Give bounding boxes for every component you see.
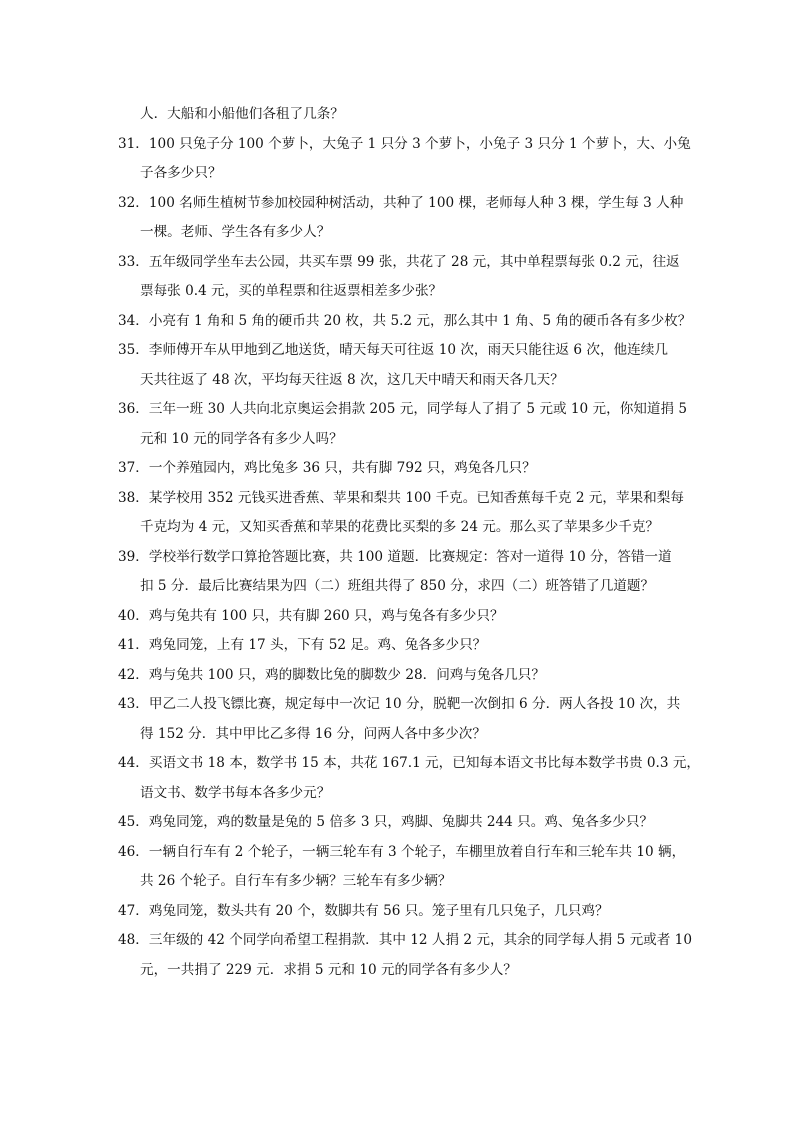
problem-text: 得 152 分．其中甲比乙多得 16 分，问两人各中多少次？ (140, 725, 486, 742)
problem-text: 元和 10 元的同学各有多少人吗？ (140, 430, 343, 447)
problem-line (118, 779, 688, 809)
problem-text: 一个养殖园内，鸡比兔多 36 只，共有脚 792 只，鸡兔各几只？ (148, 460, 536, 476)
problem-number: 41． (118, 637, 149, 653)
problem-line (118, 838, 688, 868)
problem-number: 35． (118, 342, 149, 358)
problem-number: 37． (118, 460, 149, 476)
problem-line (118, 189, 688, 219)
problem-line (118, 366, 688, 396)
problem-number: 44． (118, 755, 149, 771)
problem-line (118, 602, 688, 632)
problem-number: 45． (118, 814, 149, 830)
problem-text: 子各多少只？ (140, 165, 222, 181)
problem-line (118, 307, 692, 337)
problem-line (118, 956, 688, 986)
problem-line (118, 513, 688, 543)
problem-line (118, 454, 688, 484)
problem-number: 38． (118, 489, 149, 506)
problem-line (118, 749, 701, 779)
problem-text: 鸡与兔共 100 只，鸡的脚数比兔的脚数少 28．问鸡与兔各几只？ (148, 666, 545, 683)
problem-number: 33． (118, 253, 149, 270)
problem-line (118, 808, 688, 838)
problem-line (118, 395, 688, 425)
problem-line (118, 631, 688, 661)
problem-text: 扣 5 分．最后比赛结果为四（二）班组共得了 850 分，求四（二）班答错了几道题？ (140, 578, 655, 594)
problem-number: 36． (118, 401, 149, 417)
problem-line (118, 690, 688, 720)
problem-number: 43． (118, 696, 149, 712)
problem-line (118, 543, 688, 573)
problem-line (118, 867, 688, 897)
problem-number: 48． (118, 932, 149, 948)
problem-text: 鸡兔同笼，上有 17 头，下有 52 足。鸡、兔各多少只？ (148, 637, 487, 653)
problem-line (118, 130, 691, 160)
problem-text: 三年一班 30 人共向北京奥运会捐款 205 元，同学每人了捐了 5 元或 10 元，你知道捐 5 (148, 401, 688, 417)
problem-line (118, 926, 692, 956)
problem-number: 40． (118, 607, 149, 624)
problem-number: 47． (118, 902, 149, 919)
problem-line (118, 218, 688, 248)
problem-text: 小亮有 1 角和 5 角的硬币共 20 枚，共 5.2 元，那么其中 1 角、5 角的硬币各有多少枚？ (148, 312, 692, 329)
problem-text: 某学校用 352 元钱买进香蕉、苹果和梨共 100 千克。已知香蕉每千克 2 元，苹果和梨每 (148, 489, 684, 506)
problem-line (118, 425, 688, 455)
problem-text: 天共往返了 48 次，平均每天往返 8 次，这几天中晴天和雨天各几天？ (140, 371, 564, 388)
problem-text: 元，一共捐了 229 元．求捐 5 元和 10 元的同学各有多少人？ (140, 961, 517, 978)
problem-text: 五年级同学坐车去公园，共买车票 99 张，共花了 28 元，其中单程票每张 0.2 元，往返 (148, 253, 680, 270)
problem-line (118, 100, 688, 130)
problem-list (118, 100, 701, 985)
problem-line (118, 897, 688, 927)
problem-number: 34． (118, 312, 149, 329)
problem-text: 票每张 0.4 元，买的单程票和往返票相差多少张？ (140, 283, 443, 299)
problem-number: 42． (118, 666, 149, 683)
problem-line (118, 248, 688, 278)
problem-text: 100 名师生植树节参加校园种树活动，共种了 100 棵，老师每人种 3 棵，学生每 3 人种 (148, 194, 684, 211)
problem-text: 共 26 个轮子。自行车有多少辆？三轮车有多少辆？ (140, 873, 452, 889)
problem-line (118, 484, 688, 514)
problem-text: 人．大船和小船他们各租了几条？ (140, 106, 344, 122)
problem-number: 31． (118, 135, 149, 152)
problem-line (118, 572, 688, 602)
problem-text: 一棵。老师、学生各有多少人？ (140, 224, 331, 240)
problem-text: 买语文书 18 本，数学书 15 本，共花 167.1 元，已知每本语文书比每本数学书贵 0.3 元， (148, 755, 701, 771)
problem-text: 甲乙二人投飞镖比赛，规定每中一次记 10 分，脱靶一次倒扣 6 分．两人各投 10 次，共 (148, 696, 681, 712)
problem-text: 鸡兔同笼，数头共有 20 个，数脚共有 56 只。笼子里有几只兔子，几只鸡？ (148, 902, 609, 919)
problem-text: 100 只兔子分 100 个萝卜，大兔子 1 只分 3 个萝卜，小兔子 3 只分 1 个萝卜，大、小兔 (148, 135, 691, 152)
problem-text: 李师傅开车从甲地到乙地送货，晴天每天可往返 10 次，雨天只能往返 6 次，他连续几 (148, 342, 668, 358)
problem-text: 鸡与兔共有 100 只，共有脚 260 只，鸡与兔各有多少只？ (148, 607, 504, 624)
problem-number: 32． (118, 194, 149, 211)
problem-text: 语文书、数学书每本各多少元？ (140, 784, 331, 801)
problem-line (118, 336, 688, 366)
problem-text: 千克均为 4 元，又知买香蕉和苹果的花费比买梨的多 24 元。那么买了苹果多少千克？ (140, 519, 660, 535)
problem-line (118, 720, 688, 750)
problem-line (118, 277, 688, 307)
problem-text: 一辆自行车有 2 个轮子，一辆三轮车有 3 个轮子，车棚里放着自行车和三轮车共 10 辆， (148, 843, 686, 860)
problem-number: 39． (118, 548, 149, 565)
problem-text: 三年级的 42 个同学向希望工程捐款．其中 12 人捐 2 元，其余的同学每人捐 5 元或者 10 (148, 932, 692, 948)
problem-line (118, 661, 688, 691)
problem-line (118, 159, 688, 189)
problem-text: 鸡兔同笼，鸡的数量是兔的 5 倍多 3 只，鸡脚、兔脚共 244 只。鸡、兔各多少只？ (148, 814, 654, 830)
problem-text: 学校举行数学口算抢答题比赛，共 100 道题．比赛规定：答对一道得 10 分，答错一道 (148, 548, 672, 565)
problem-number: 46． (118, 843, 149, 860)
